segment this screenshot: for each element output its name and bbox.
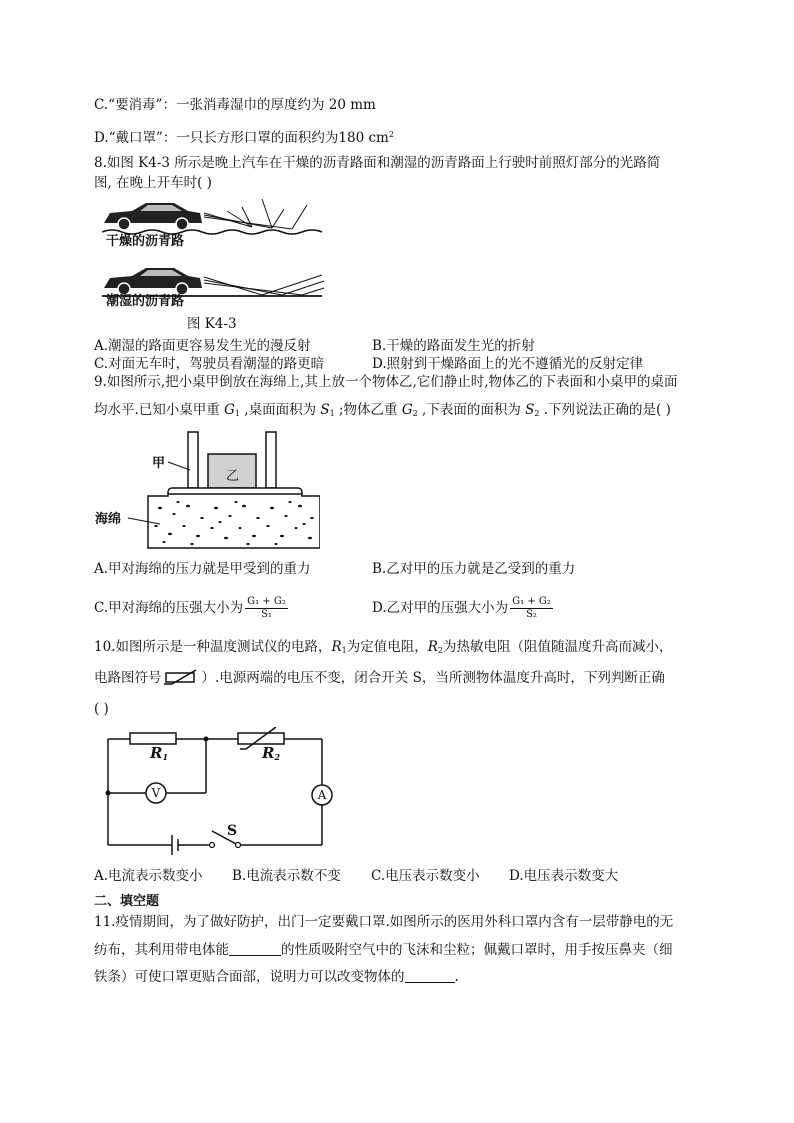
r1-label: $R_1$: [150, 744, 169, 762]
q11-line1: 11.疫情期间，为了做好防护，出门一定要戴口罩.如图所示的医用外科口罩内含有一层带静电的无: [94, 914, 674, 930]
thermistor-symbol-icon: [162, 669, 202, 685]
r2-label: $R_2$: [262, 744, 281, 762]
switch-label: S: [227, 823, 238, 839]
q9-option-a: A.甲对海绵的压力就是甲受到的重力: [94, 561, 311, 577]
answer-blank[interactable]: [405, 968, 455, 983]
dry-road-rays: [204, 199, 307, 229]
q9-option-c: C.甲对海绵的压强大小为 $\frac{\text{G₁ + G₂}}{\text{S₁}}$: [94, 596, 286, 620]
q9-option-b: B.乙对甲的压力就是乙受到的重力: [372, 561, 576, 577]
q8-option-a: A.潮湿的路面更容易发生光的漫反射: [94, 338, 311, 354]
q8-option-d: D.照射到干燥路面上的光不遵循光的反射定律: [372, 356, 644, 372]
q7-option-d-text: D.“戴口罩”：一只长方形口罩的面积约为180 cm: [94, 130, 389, 146]
section-heading: 二、填空题: [94, 894, 160, 909]
q7-option-d-sup: 2: [388, 130, 394, 139]
sponge-block: [148, 494, 320, 548]
q8-stem-line1: 8.如图 K4-3 所示是晚上汽车在干燥的沥青路面和潮湿的沥青路面上行驶时前照灯部分的光路简: [94, 155, 661, 171]
wet-road-rays: [204, 275, 324, 295]
q11-line3: 铁条）可使口罩更贴合面部，说明力可以改变物体的 .: [94, 969, 459, 985]
wet-road-label: 潮湿的沥青路: [106, 294, 185, 309]
dry-road-label: 干燥的沥青路: [106, 234, 185, 249]
circuit-diagram: [100, 727, 340, 857]
q9-figure-drawing: [90, 428, 320, 553]
q8-figure-caption: 图 K4-3: [187, 316, 237, 332]
answer-blank[interactable]: [229, 941, 281, 956]
q10-stem-line1: 10.如图所示是一种温度测试仪的电路，$R_1$为定值电阻，$R_2$为热敏电阻（阻值随温度升高而减小，: [94, 639, 673, 655]
q9-option-d: D.乙对甲的压强大小为 $\frac{\text{G₁ + G₂}}{\text{S₂}}$: [372, 596, 551, 620]
label-sponge: 海绵: [95, 512, 122, 527]
q10-option-c: C.电压表示数变小: [371, 868, 480, 884]
q10-option-a: A.电流表示数变小: [94, 868, 203, 884]
car-icon: [104, 203, 202, 230]
q11-line2: 纺布，其利用带电体能 的性质吸附空气中的飞沫和尘粒；佩戴口罩时，用手按压鼻夹（细: [94, 942, 673, 958]
q10-stem-line2: 电路图符号 ）.电源两端的电压不变，闭合开关 S，当所测物体温度升高时，下列判断正确: [94, 670, 665, 686]
fraction: $\frac{\text{G₁ + G₂}}{\text{S₂}}$: [512, 596, 551, 620]
q8-option-c: C.对面无车时，驾驶员看潮湿的路更暗: [94, 356, 325, 372]
q9-stem-line1: 9.如图所示,把小桌甲倒放在海绵上,其上放一个物体乙,它们静止时,物体乙的下表面和小桌甲的桌面: [94, 374, 678, 390]
resistor-r1-icon: [130, 733, 176, 744]
voltmeter-label: V: [151, 786, 161, 800]
q10-option-b: B.电流表示数不变: [232, 868, 341, 884]
label-jia: 甲: [152, 456, 166, 471]
q9-stem-line2: 均水平.已知小桌甲重 $G_1$ ,桌面面积为 $S_1$ ;物体乙重 $G_2$ ,下表面的面积为 $S_2$ .下列说法正确的是( ): [94, 402, 671, 418]
q10-stem-line3: ( ): [94, 701, 109, 717]
label-yi: 乙: [226, 469, 240, 484]
q7-option-d: [94, 125, 394, 148]
q8-stem-line2: 图, 在晚上开车时( ): [94, 175, 212, 191]
ammeter-label: A: [317, 788, 327, 802]
q7-option-c: C.“要消毒”：一张消毒湿巾的厚度约为 20 mm: [94, 97, 376, 113]
fraction: $\frac{\text{G₁ + G₂}}{\text{S₁}}$: [247, 596, 286, 620]
q10-option-d: D.电压表示数变大: [509, 868, 619, 884]
q8-option-b: B.干燥的路面发生光的折射: [372, 338, 535, 354]
